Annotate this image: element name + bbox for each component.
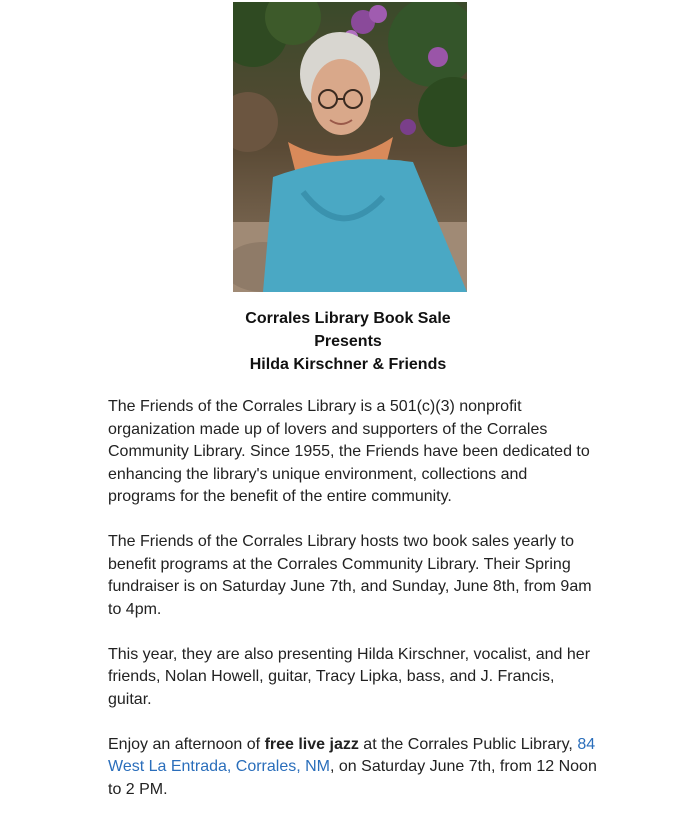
paragraph-about-friends: The Friends of the Corrales Library is a 501(c)(3) nonprofit organization made up of lovers and supporters of the Corrales Community Library. Since 1955, the Friends have been dedicated to enhancing the library's unique environment, collections and programs for the benefit of the entire community.	[108, 398, 590, 505]
jazz-text-pre: Enjoy an afternoon of	[108, 735, 265, 753]
jazz-text-mid: at the Corrales Public Library,	[358, 735, 578, 753]
heading-line-performer: Hilda Kirschner & Friends	[249, 356, 447, 373]
paragraph-jazz-event	[108, 734, 598, 802]
paragraph-book-sales: The Friends of the Corrales Library hosts two book sales yearly to benefit programs at the Corrales Community Library. Their Spring fundraiser is on Saturday June 7th, and Sunday, June 8th, from 9am to 4pm.	[108, 533, 592, 618]
address-link[interactable]: 84 West La Entrada, Corrales, NM	[108, 735, 596, 775]
event-heading	[0, 307, 696, 376]
heading-line-book-sale: Corrales Library Book Sale	[245, 310, 451, 327]
heading-line-presents: Presents	[314, 333, 382, 350]
event-description	[108, 396, 598, 824]
paragraph-performers: This year, they are also presenting Hilda Kirschner, vocalist, and her friends, Nolan Howell, guitar, Tracy Lipka, bass, and J. Francis, guitar.	[108, 645, 591, 708]
free-live-jazz-emphasis: free live jazz	[264, 735, 359, 753]
jazz-text-post: , on Saturday June 7th, from 12 Noon to 2 PM.	[108, 758, 597, 798]
portrait-photo	[233, 2, 467, 292]
